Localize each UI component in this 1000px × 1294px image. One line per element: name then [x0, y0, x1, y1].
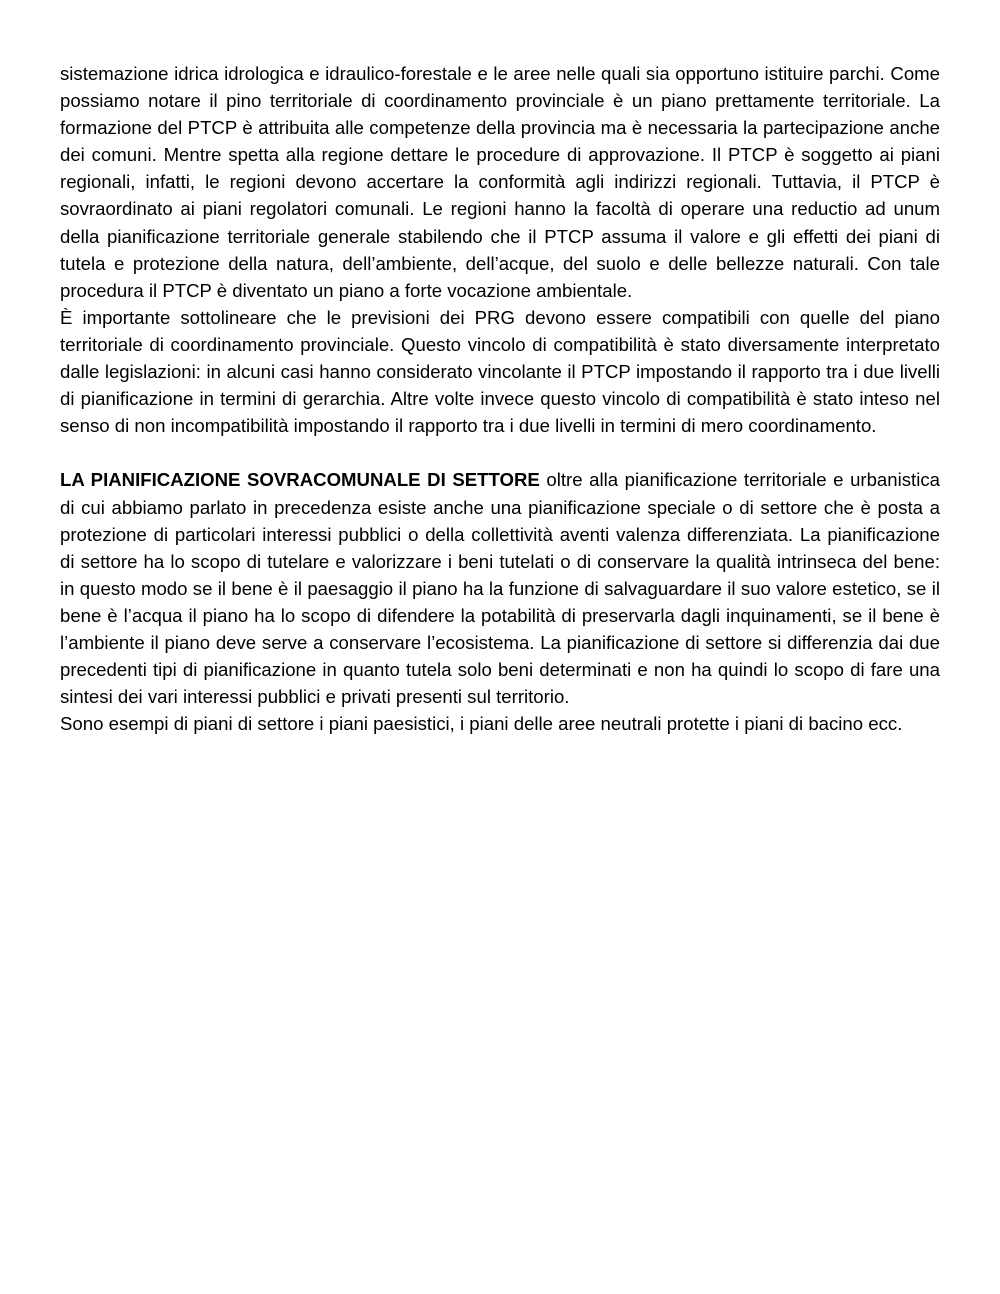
paragraph-sector-examples: Sono esempi di piani di settore i piani paesistici, i piani delle aree neutrali protette i piani di bacino ecc. [60, 713, 903, 735]
paragraph-ptcp-overview: sistemazione idrica idrologica e idraulico-forestale e le aree nelle quali sia opportuno istituire parchi. Come possiamo notare il pino territoriale di coordinamento provinciale è un piano prettamente territoriale. La formazione del PTCP è attribuita alle competenze della provincia ma è necessaria la partecipazione anche dei comuni. Mentre spetta alla regione dettare le procedure di approvazione. Il PTCP è soggetto ai piani regionali, infatti, le regioni devono accertare la conformità agli indirizzi regionali. Tuttavia, il PTCP è sovraordinato ai piani regolatori comunali. Le regioni hanno la facoltà di operare una reductio ad unum della pianificazione territoriale generale stabilendo che il PTCP assuma il valore e gli effetti dei piani di tutela e protezione della natura, dell’ambiente, dell’acque, del suolo e delle bellezze naturali. Con tale procedura il PTCP è diventato un piano a forte vocazione ambientale. [60, 63, 940, 301]
section-heading: LA PIANIFICAZIONE SOVRACOMUNALE DI SETTORE [60, 469, 540, 491]
document-page [60, 60, 940, 737]
paragraph-prg-compatibility: È importante sottolineare che le previsioni dei PRG devono essere compatibili con quelle del piano territoriale di coordinamento provinciale. Questo vincolo di compatibilità è stato diversamente interpretato dalle legislazioni: in alcuni casi hanno considerato vincolante il PTCP impostando il rapporto tra i due livelli di pianificazione in termini di gerarchia. Altre volte invece questo vincolo di compatibilità è stato inteso nel senso di non incompatibilità impostando il rapporto tra i due livelli in termini di mero coordinamento. [60, 306, 940, 437]
paragraph-sector-planning [60, 466, 940, 710]
paragraph-spacer [60, 439, 940, 466]
sector-planning-text: oltre alla pianificazione territoriale e urbanistica di cui abbiamo parlato in precedenza esiste anche una pianificazione speciale o di settore che è posta a protezione di particolari interessi pubblici o della collettività aventi valenza differenziata. La pianificazione di settore ha lo scopo di tutelare e valorizzare i beni tutelati o di conservare la qualità intrinseca del bene: in questo modo se il bene è il paesaggio il piano ha la funzione di salvaguardare il suo valore estetico, se il bene è l’acqua il piano ha lo scopo di difendere la potabilità di preservarla dagli inquinamenti, se il bene è l’ambiente il piano deve serve a conservare l’ecosistema. La pianificazione di settore si differenzia dai due precedenti tipi di pianificazione in quanto tutela solo beni determinati e non ha quindi lo scopo di fare una sintesi dei vari interessi pubblici e privati presenti sul territorio. [60, 469, 940, 708]
